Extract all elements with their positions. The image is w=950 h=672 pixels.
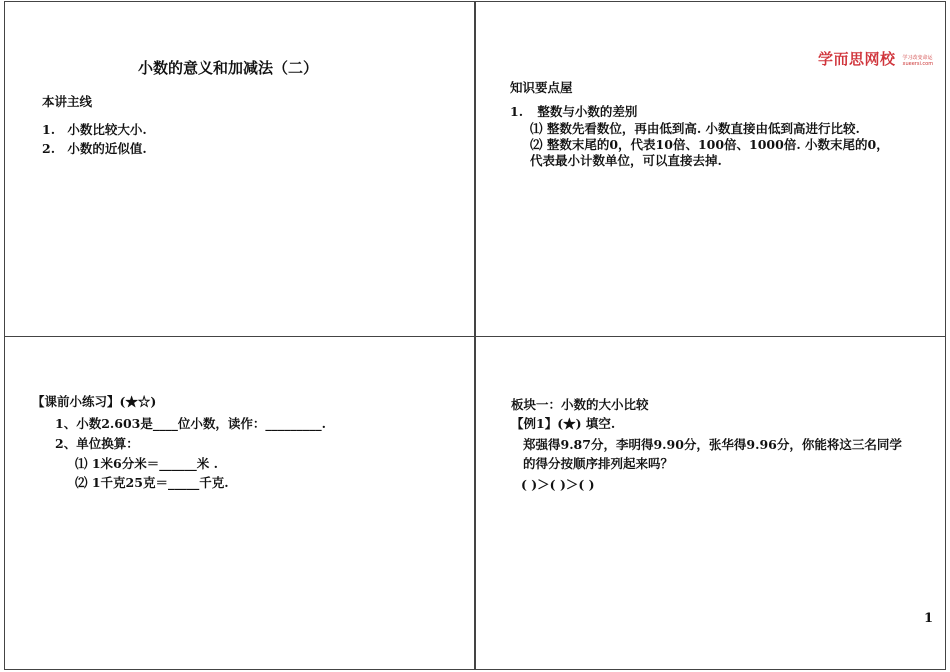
problem-text-line: 郑强得9.87分，李明得9.90分，张华得9.96分，你能将这三名同学 bbox=[523, 437, 902, 452]
slide-1 bbox=[4, 1, 475, 337]
logo-text: 学而思网校 bbox=[818, 50, 896, 68]
practice-heading: 【课前小练习】(★☆) bbox=[32, 394, 157, 409]
example-heading: 【例1】(★) 填空. bbox=[511, 416, 616, 431]
question-2: 2、单位换算： bbox=[55, 436, 139, 451]
slide-2 bbox=[475, 1, 946, 337]
list-item-title: 整数与小数的差别 bbox=[537, 104, 638, 119]
school-logo bbox=[818, 48, 933, 69]
list-item-text: 小数比较大小. bbox=[67, 122, 147, 137]
text-line: ⑴ 整数先看数位，再由低到高. 小数直接由低到高进行比较. bbox=[530, 121, 860, 136]
text-line: ⑵ 整数末尾的0，代表10倍、100倍、1000倍. 小数末尾的0， bbox=[530, 137, 889, 152]
list-item bbox=[510, 102, 637, 120]
slide-3 bbox=[4, 336, 475, 670]
list-item bbox=[42, 139, 147, 157]
list-item-number: 1. bbox=[42, 122, 56, 137]
problem-text-line: 的得分按顺序排列起来吗？ bbox=[523, 456, 674, 471]
logo-url: xueersi.com bbox=[902, 60, 934, 67]
list-item-number: 1. bbox=[510, 104, 524, 119]
list-item-number: 2. bbox=[42, 141, 56, 156]
answer-blanks: ( )＞( )＞( ) bbox=[521, 477, 595, 492]
text-line: 代表最小计数单位，可以直接去掉. bbox=[530, 153, 722, 168]
logo-tagline: 学习改变命运 bbox=[902, 54, 933, 61]
slide-4 bbox=[475, 336, 946, 670]
list-item bbox=[42, 120, 147, 138]
section-heading: 本讲主线 bbox=[42, 94, 93, 109]
section-heading: 板块一：小数的大小比较 bbox=[511, 397, 649, 412]
list-item-text: 小数的近似值. bbox=[67, 141, 147, 156]
page-number: 1 bbox=[924, 611, 934, 626]
question-2-part-1: ⑴ 1米6分米＝______米 . bbox=[75, 456, 218, 471]
slide-title: 小数的意义和加减法（二） bbox=[138, 59, 319, 77]
question-2-part-2: ⑵ 1千克25克＝_____千克. bbox=[75, 475, 229, 490]
question-1: 1、小数2.603是____位小数，读作：_________. bbox=[55, 416, 326, 431]
section-heading: 知识要点屋 bbox=[510, 80, 573, 95]
